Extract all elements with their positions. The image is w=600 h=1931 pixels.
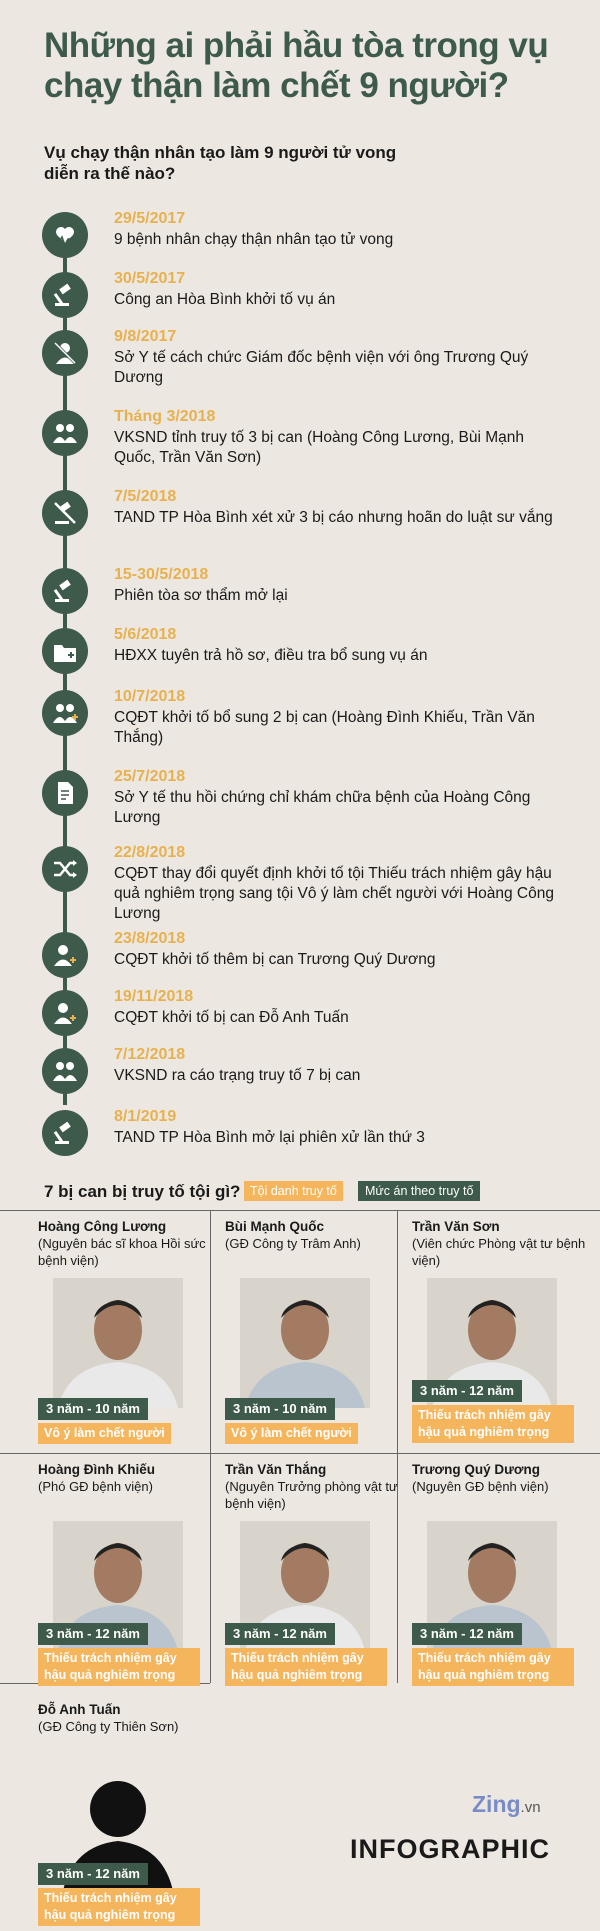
event-description: CQĐT khởi tố bổ sung 2 bị can (Hoàng Đình Khiếu, Trần Văn Thắng) <box>114 709 535 746</box>
event-description: 9 bệnh nhân chạy thận nhân tạo tử vong <box>114 231 394 248</box>
defendant-card <box>412 1461 587 1691</box>
defendant-name: Hoàng Công Lương <box>38 1219 167 1234</box>
charge-badge: Thiếu trách nhiệm gây hậu quả nghiêm trọng <box>412 1648 574 1686</box>
defendant-role: (GĐ Công ty Thiên Sơn) <box>38 1719 179 1734</box>
event-description: Công an Hòa Bình khởi tố vụ án <box>114 291 336 308</box>
event-date: Tháng 3/2018 <box>114 408 216 425</box>
sentence-badge: 3 năm - 10 năm <box>225 1398 335 1420</box>
group-add-icon <box>42 690 88 736</box>
legend-charge: Tội danh truy tố <box>244 1181 343 1201</box>
sentence-badge: 3 năm - 12 năm <box>225 1623 335 1645</box>
sentence-badge: 3 năm - 10 năm <box>38 1398 148 1420</box>
event-description: TAND TP Hòa Bình xét xử 3 bị cáo nhưng hoãn do luật sư vắng <box>114 509 553 526</box>
defendant-role: (Nguyên Trưởng phòng vật tư bệnh viện) <box>225 1479 398 1511</box>
defendant-name: Trương Quý Dương <box>412 1462 540 1477</box>
defendant-name: Đỗ Anh Tuấn <box>38 1702 121 1717</box>
group-icon <box>42 1048 88 1094</box>
gavel-icon <box>42 568 88 614</box>
event-date: 19/11/2018 <box>114 988 194 1005</box>
defendant-role: (Nguyên bác sĩ khoa Hồi sức bệnh viện) <box>38 1236 206 1268</box>
event-date: 25/7/2018 <box>114 768 186 785</box>
sentence-badge: 3 năm - 12 năm <box>412 1380 522 1402</box>
brand-logo: Zing.vn <box>472 1791 541 1817</box>
timeline-heading: Vụ chạy thận nhân tạo làm 9 người tử vong diễn ra thế nào? <box>44 143 397 183</box>
gavel-cancel-icon <box>42 490 88 536</box>
charge-badge: Thiếu trách nhiệm gây hậu quả nghiêm trọng <box>38 1648 200 1686</box>
event-description: TAND TP Hòa Bình mở lại phiên xử lần thứ 3 <box>114 1129 425 1146</box>
group-icon <box>42 410 88 456</box>
event-date: 22/8/2018 <box>114 844 186 861</box>
sentence-badge: 3 năm - 12 năm <box>38 1623 148 1645</box>
event-date: 29/5/2017 <box>114 210 186 227</box>
charge-badge: Thiếu trách nhiệm gây hậu quả nghiêm trọng <box>38 1888 200 1926</box>
heart-monitor-icon <box>42 212 88 258</box>
defendant-card <box>38 1701 213 1931</box>
gavel-icon <box>42 272 88 318</box>
shuffle-icon <box>42 846 88 892</box>
event-date: 8/1/2019 <box>114 1108 177 1125</box>
event-date: 7/12/2018 <box>114 1046 186 1063</box>
defendant-role: (Phó GĐ bệnh viện) <box>38 1479 153 1494</box>
legend-sentence: Mức án theo truy tố <box>358 1181 480 1201</box>
person-add-icon <box>42 932 88 978</box>
page-title: Những ai phải hầu tòa trong vụ chạy thận làm chết 9 người? <box>44 26 549 105</box>
event-description: HĐXX tuyên trả hồ sơ, điều tra bổ sung vụ án <box>114 647 428 664</box>
defendant-name: Bùi Mạnh Quốc <box>225 1219 324 1234</box>
person-add-icon <box>42 990 88 1036</box>
document-icon <box>42 770 88 816</box>
event-description: CQĐT thay đổi quyết định khởi tố tội Thiếu trách nhiệm gây hậu quả nghiêm trọng sang tội Vô ý làm chết người với Hoàng Công Lương <box>114 865 554 922</box>
event-date: 7/5/2018 <box>114 488 177 505</box>
defendant-card <box>225 1218 400 1448</box>
defendant-role: (Nguyên GĐ bệnh viện) <box>412 1479 549 1494</box>
sentence-badge: 3 năm - 12 năm <box>38 1863 148 1885</box>
defendant-card <box>412 1218 587 1448</box>
charge-badge: Thiếu trách nhiệm gây hậu quả nghiêm trọng <box>225 1648 387 1686</box>
defendant-role: (GĐ Công ty Trâm Anh) <box>225 1236 361 1251</box>
event-description: CQĐT khởi tố thêm bị can Trương Quý Dương <box>114 951 436 968</box>
event-date: 5/6/2018 <box>114 626 177 643</box>
event-description: Phiên tòa sơ thẩm mở lại <box>114 587 288 604</box>
folder-icon <box>42 628 88 674</box>
fired-person-icon <box>42 330 88 376</box>
sentence-badge: 3 năm - 12 năm <box>412 1623 522 1645</box>
defendant-photo <box>53 1278 183 1408</box>
defendants-heading: 7 bị can bị truy tố tội gì? <box>44 1182 241 1201</box>
defendant-name: Hoàng Đình Khiếu <box>38 1462 155 1477</box>
event-description: CQĐT khởi tố bị can Đỗ Anh Tuấn <box>114 1009 349 1026</box>
event-date: 9/8/2017 <box>114 328 177 345</box>
grid-divider <box>0 1453 600 1454</box>
event-date: 23/8/2018 <box>114 930 186 947</box>
infographic-label: INFOGRAPHIC <box>350 1834 550 1864</box>
grid-divider <box>0 1210 600 1211</box>
defendant-photo <box>240 1278 370 1408</box>
defendant-card <box>38 1218 213 1448</box>
gavel-icon <box>42 1110 88 1156</box>
defendant-name: Trần Văn Thắng <box>225 1462 327 1477</box>
charge-badge: Vô ý làm chết người <box>225 1423 358 1444</box>
defendant-card <box>38 1461 213 1691</box>
event-description: VKSND ra cáo trạng truy tố 7 bị can <box>114 1067 361 1084</box>
event-date: 15-30/5/2018 <box>114 566 209 583</box>
event-description: VKSND tỉnh truy tố 3 bị can (Hoàng Công Lương, Bùi Mạnh Quốc, Trần Văn Sơn) <box>114 429 524 466</box>
defendant-role: (Viên chức Phòng vật tư bệnh viện) <box>412 1236 586 1268</box>
charge-badge: Vô ý làm chết người <box>38 1423 171 1444</box>
event-date: 30/5/2017 <box>114 270 186 287</box>
defendant-card <box>225 1461 400 1691</box>
charge-badge: Thiếu trách nhiệm gây hậu quả nghiêm trọng <box>412 1405 574 1443</box>
event-description: Sở Y tế thu hồi chứng chỉ khám chữa bệnh của Hoàng Công Lương <box>114 789 531 826</box>
event-description: Sở Y tế cách chức Giám đốc bệnh viện với ông Trương Quý Dương <box>114 349 529 386</box>
defendant-name: Trần Văn Sơn <box>412 1219 500 1234</box>
event-date: 10/7/2018 <box>114 688 186 705</box>
